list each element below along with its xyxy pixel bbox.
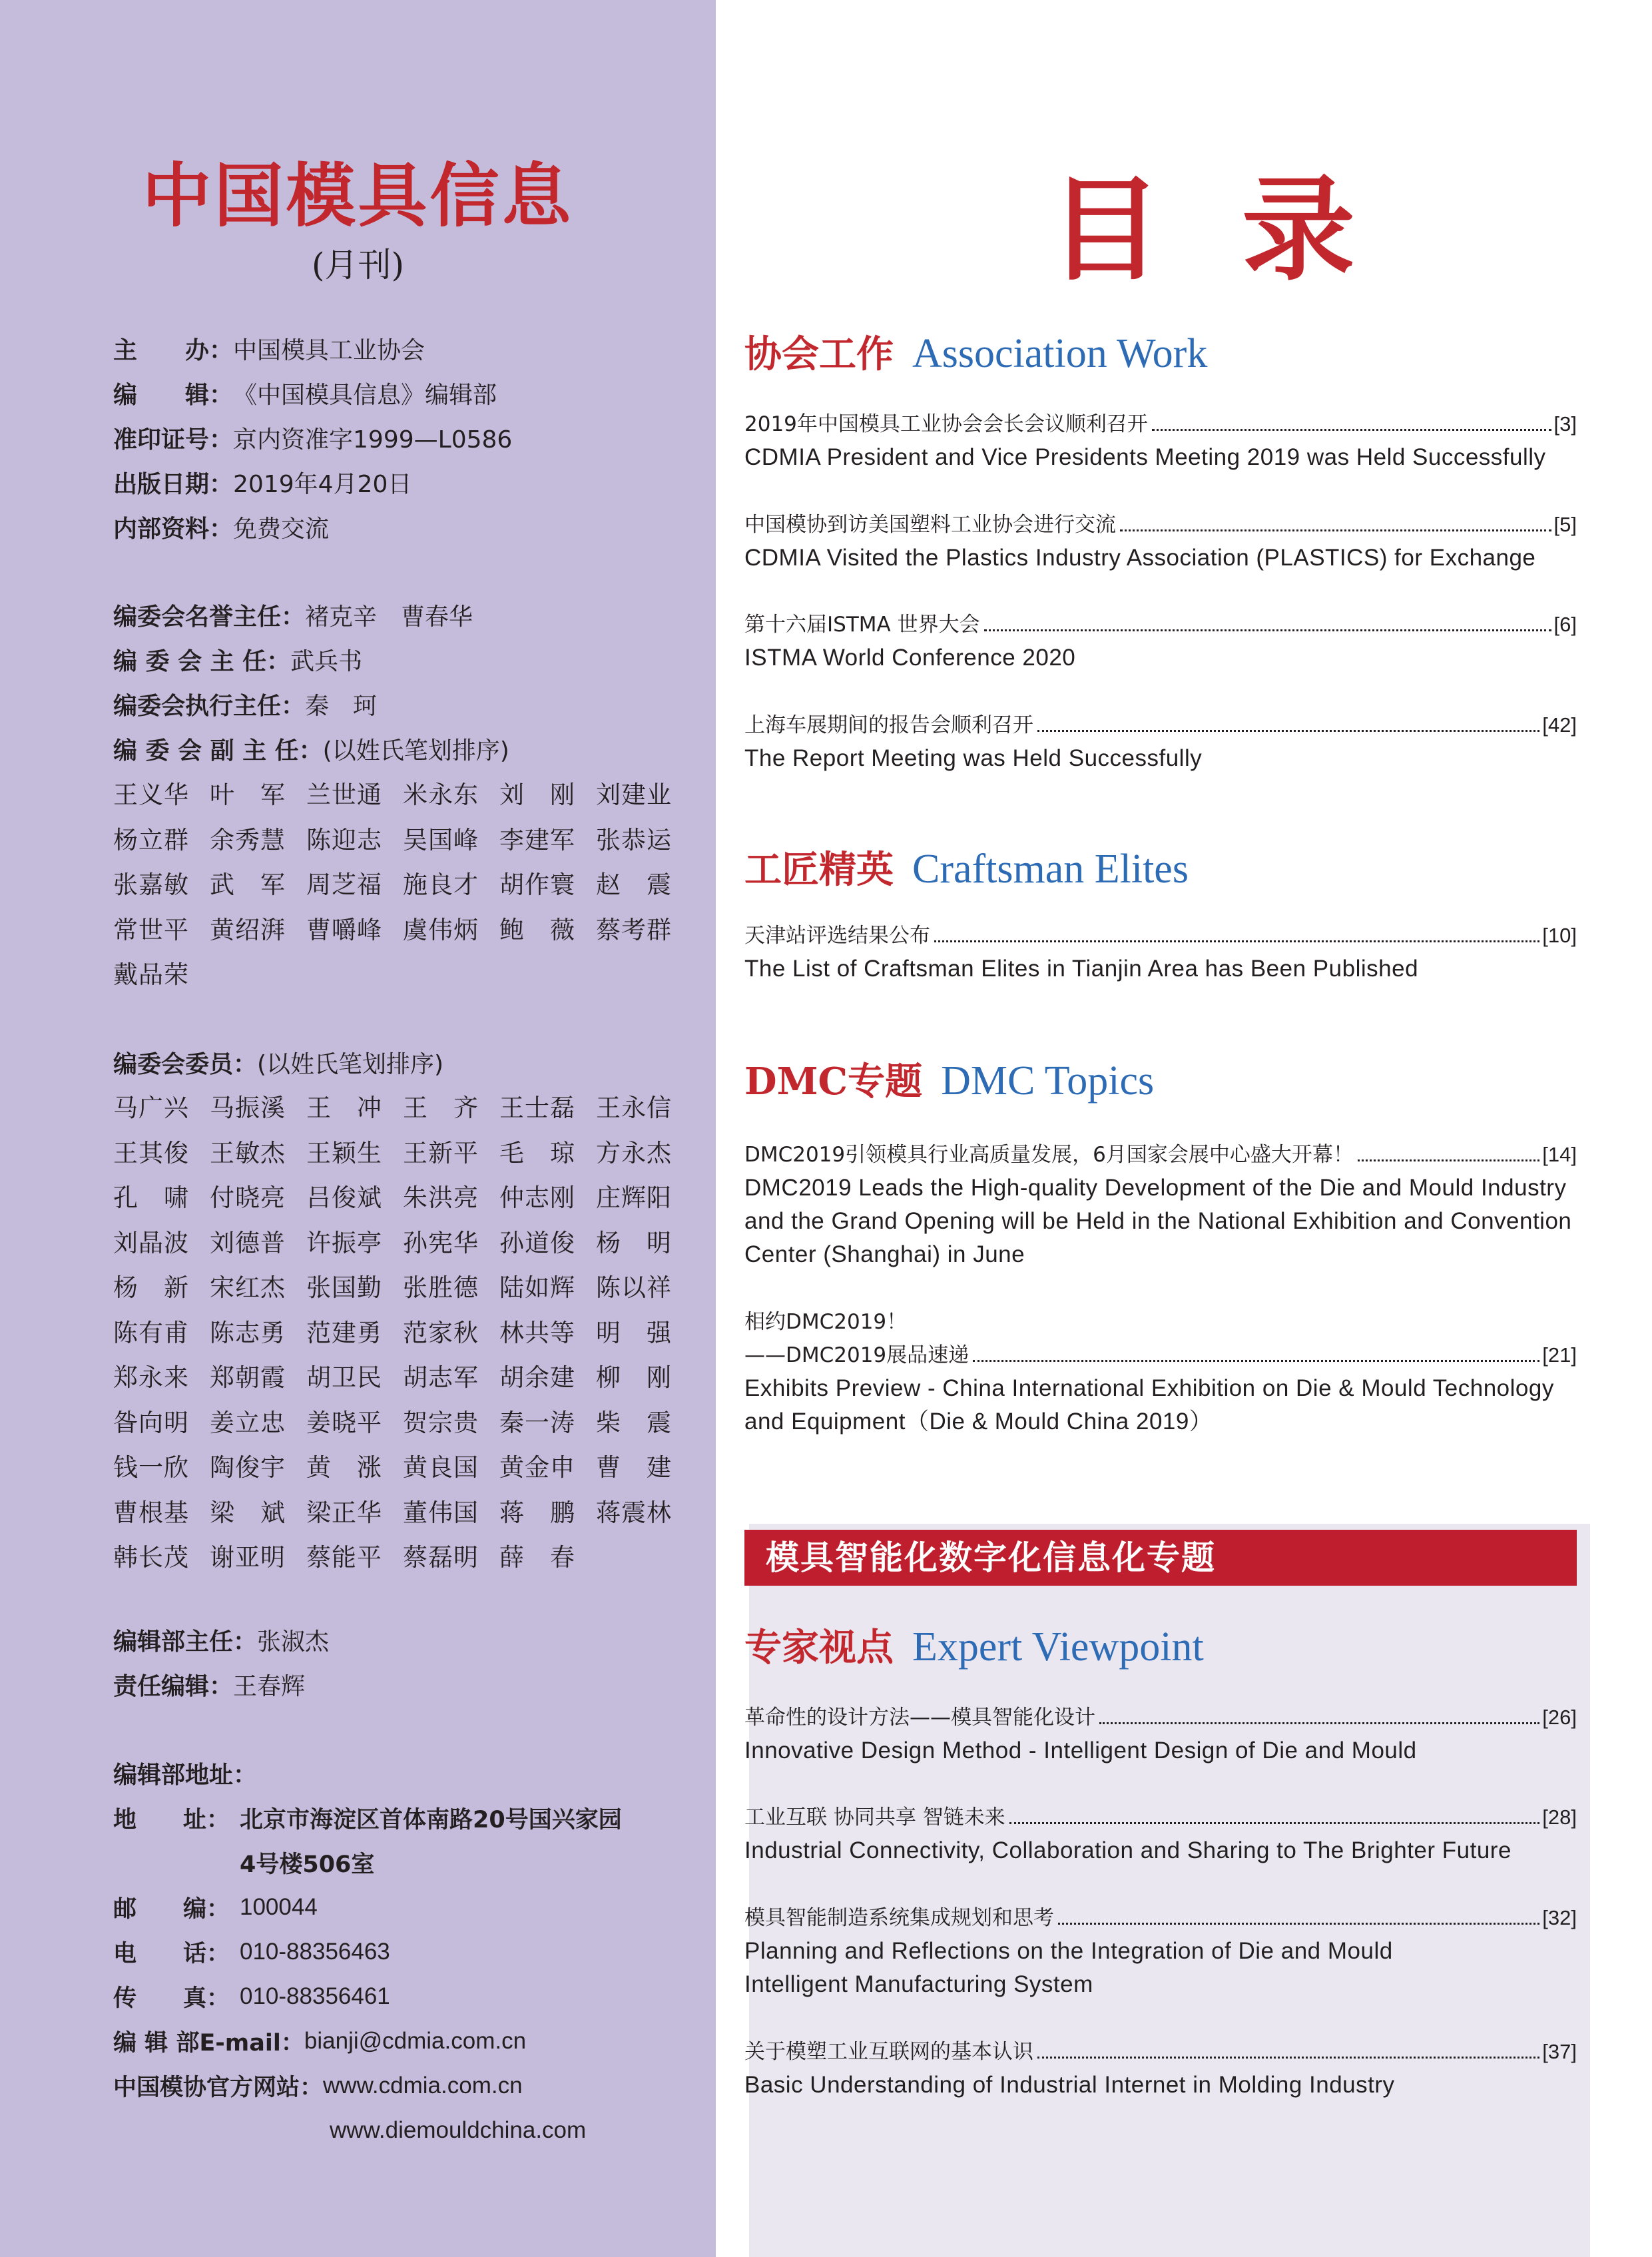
person-name: 王其俊 xyxy=(113,1138,189,1167)
toc-title: 目录 xyxy=(1049,163,1436,296)
person-name: 王颖生 xyxy=(306,1138,382,1167)
website-link[interactable]: www.cdmia.com.cn xyxy=(323,2073,523,2098)
address-line-2: 4号楼506室 xyxy=(240,1851,375,1878)
editorial-value: 王春辉 xyxy=(233,1672,306,1700)
person-name: 周芝福 xyxy=(306,870,382,899)
magazine-subtitle: (月刊) xyxy=(311,246,404,284)
page-number: [6] xyxy=(1553,613,1577,636)
person-name: 孙宪华 xyxy=(403,1228,479,1257)
person-name: 常世平 xyxy=(113,915,189,944)
info-permit xyxy=(113,418,512,458)
person-name: 昝向明 xyxy=(113,1408,189,1437)
person-name: 韩长茂 xyxy=(113,1543,189,1572)
entry-title-cn: 上海车展期间的报告会顺利召开 xyxy=(744,713,1033,737)
person-name: 鲍 薇 xyxy=(499,915,575,944)
person-name: 叶 军 xyxy=(210,781,286,809)
leader-dots xyxy=(1152,429,1551,431)
section-heading-association xyxy=(744,325,1207,385)
person-name: 杨 新 xyxy=(113,1273,189,1302)
entry-title-cn: 模具智能制造系统集成规划和思考 xyxy=(744,1906,1054,1930)
person-name: 曹嚼峰 xyxy=(306,915,382,944)
info-value: 2019年4月20日 xyxy=(233,470,412,498)
toc-entry[interactable] xyxy=(744,608,1577,675)
person-name: 姜立忠 xyxy=(210,1408,286,1437)
person-name: 方永杰 xyxy=(596,1138,672,1167)
toc-entry[interactable] xyxy=(744,1138,1577,1271)
fax-value: 010-88356461 xyxy=(240,1983,390,2009)
person-name: 黄金申 xyxy=(499,1453,575,1482)
page-number: [3] xyxy=(1553,412,1577,436)
leader-dots xyxy=(1099,1722,1539,1724)
person-name: 蒋震林 xyxy=(596,1498,672,1527)
committee-value: 褚克辛 曹春华 xyxy=(305,603,473,631)
page-number: [42] xyxy=(1542,713,1577,737)
members-heading xyxy=(113,1042,443,1082)
person-name: 梁正华 xyxy=(306,1498,382,1527)
info-sponsor xyxy=(113,328,425,368)
person-name: 虞伟炳 xyxy=(403,915,479,944)
person-name: 郑永来 xyxy=(113,1363,189,1392)
person-name: 刘德普 xyxy=(210,1228,286,1257)
person-name: 薛 春 xyxy=(499,1543,575,1572)
committee-director xyxy=(113,639,362,679)
address-heading xyxy=(113,1753,257,1793)
person-name: 陈迎志 xyxy=(306,825,382,854)
info-date xyxy=(113,462,412,502)
person-name: 范家秋 xyxy=(403,1318,479,1347)
section-title-cn: 专家视点 xyxy=(744,1626,894,1670)
info-value: 中国模具工业协会 xyxy=(233,336,425,364)
page-number: [37] xyxy=(1542,2040,1577,2063)
section-title-en: Craftsman Elites xyxy=(912,846,1189,892)
person-name: 蒋 鹏 xyxy=(499,1498,575,1527)
person-name: 林共等 xyxy=(499,1318,575,1347)
entry-title-en: Exhibits Preview - China International Exhibition on Die & Mould Technology and Equipment（Die & Mould China 2019） xyxy=(744,1375,1554,1435)
person-name: 王新平 xyxy=(403,1138,479,1167)
page-number: [14] xyxy=(1542,1143,1577,1166)
toc-entry[interactable] xyxy=(744,2035,1577,2102)
person-name: 马振溪 xyxy=(210,1094,286,1122)
info-label: 主 办： xyxy=(113,336,234,364)
entry-title-en: Planning and Reflections on the Integration of Die and Mould Intelligent Manufacturing System xyxy=(744,1938,1393,1997)
editor-in-charge xyxy=(113,1664,305,1704)
entry-title-cn: 中国模协到访美国塑料工业协会进行交流 xyxy=(744,513,1116,537)
committee-executive xyxy=(113,684,377,724)
entry-title-cn: ——DMC2019展品速递 xyxy=(744,1343,969,1367)
committee-label: 编 委 会 主 任： xyxy=(113,647,291,675)
banner-text: 模具智能化数字化信息化专题 xyxy=(766,1538,1216,1577)
person-name: 贺宗贵 xyxy=(403,1408,479,1437)
toc-entry[interactable] xyxy=(744,408,1577,474)
person-name: 陈志勇 xyxy=(210,1318,286,1347)
person-name: 毛 琼 xyxy=(499,1138,575,1167)
person-name: 曹根基 xyxy=(113,1498,189,1527)
person-name: 钱一欣 xyxy=(113,1453,189,1482)
person-name: 施良才 xyxy=(403,870,479,899)
person-name: 张恭运 xyxy=(596,825,672,854)
person-name: 黄良国 xyxy=(403,1453,479,1482)
person-name: 杨立群 xyxy=(113,825,189,854)
person-name: 范建勇 xyxy=(306,1318,382,1347)
special-topic-banner xyxy=(744,1530,1577,1586)
entry-title-cn: 天津站评选结果公布 xyxy=(744,924,930,948)
editorial-director xyxy=(113,1620,329,1660)
person-name: 张嘉敏 xyxy=(113,870,189,899)
page-number: [28] xyxy=(1542,1805,1577,1829)
toc-entry[interactable] xyxy=(744,1305,1577,1439)
section-title-cn: 工匠精英 xyxy=(744,848,894,892)
person-name: 黄绍湃 xyxy=(210,915,286,944)
person-name: 戴品荣 xyxy=(113,960,189,989)
editorial-value: 张淑杰 xyxy=(257,1628,330,1656)
entry-title-en: CDMIA Visited the Plastics Industry Association (PLASTICS) for Exchange xyxy=(744,545,1536,571)
person-name: 吴国峰 xyxy=(403,825,479,854)
person-name: 张国勤 xyxy=(306,1273,382,1302)
members-label: 编委会委员： xyxy=(113,1050,258,1078)
member-names xyxy=(113,1086,692,1580)
fax-row xyxy=(113,1977,390,2017)
info-value: 京内资准字1999—L0586 xyxy=(233,426,513,454)
entry-title-cn: 第十六届ISTMA 世界大会 xyxy=(744,613,980,637)
person-name: 庄辉阳 xyxy=(596,1183,672,1212)
address-field-label: 地 址： xyxy=(113,1807,230,1833)
page-number: [10] xyxy=(1542,924,1577,947)
entry-title-en: DMC2019 Leads the High-quality Development of the Die and Mould Industry and the Grand Opening will be Held in the National Exhibition and Convention Center (Shanghai) in June xyxy=(744,1175,1572,1267)
person-name: 孔 啸 xyxy=(113,1183,189,1212)
address-label: 编辑部地址： xyxy=(113,1761,258,1789)
person-name: 郑朝霞 xyxy=(210,1363,286,1392)
person-name: 李建军 xyxy=(499,825,575,854)
person-name: 秦一涛 xyxy=(499,1408,575,1437)
section-title-en: Association Work xyxy=(912,331,1208,376)
person-name: 余秀慧 xyxy=(210,825,286,854)
person-name: 胡余建 xyxy=(499,1363,575,1392)
section-heading-dmc xyxy=(744,1052,1154,1112)
info-value: 免费交流 xyxy=(233,515,330,543)
section-heading-expert xyxy=(744,1618,1204,1678)
leader-dots xyxy=(1120,529,1551,531)
section-title-cn: 协会工作 xyxy=(744,332,894,376)
toc-entry[interactable] xyxy=(744,1701,1577,1768)
person-name: 胡志军 xyxy=(403,1363,479,1392)
person-name: 刘晶波 xyxy=(113,1228,189,1257)
person-name: 孙道俊 xyxy=(499,1228,575,1257)
entry-title-en: The List of Craftsman Elites in Tianjin Area has Been Published xyxy=(744,956,1419,982)
page-number: [5] xyxy=(1553,513,1577,536)
leader-dots xyxy=(984,629,1551,631)
person-name: 胡卫民 xyxy=(306,1363,382,1392)
person-name: 刘 刚 xyxy=(499,781,575,809)
person-name: 吕俊斌 xyxy=(306,1183,382,1212)
person-name: 王士磊 xyxy=(499,1094,575,1122)
toc-entry[interactable] xyxy=(744,919,1577,986)
address-line-1: 北京市海淀区首体南路20号国兴家园 xyxy=(240,1807,622,1833)
website-row-2 xyxy=(330,2110,586,2150)
info-label: 内部资料： xyxy=(113,515,234,543)
magazine-title: 中国模具信息 xyxy=(142,155,574,236)
leader-dots xyxy=(934,940,1539,942)
person-name: 朱洪亮 xyxy=(403,1183,479,1212)
person-name: 蔡能平 xyxy=(306,1543,382,1572)
person-name: 曹 建 xyxy=(596,1453,672,1482)
entry-title-cn: 2019年中国模具工业协会会长会议顺利召开 xyxy=(744,412,1148,436)
editorial-label: 责任编辑： xyxy=(113,1672,234,1700)
toc-entry[interactable] xyxy=(744,709,1577,775)
info-editor xyxy=(113,373,497,413)
person-name: 陈以祥 xyxy=(596,1273,672,1302)
entry-title-en: The Report Meeting was Held Successfully xyxy=(744,745,1203,771)
person-name: 仲志刚 xyxy=(499,1183,575,1212)
address-row-2 xyxy=(113,1843,374,1883)
leader-dots xyxy=(1037,2057,1539,2059)
leader-dots xyxy=(1058,1923,1539,1925)
person-name: 马广兴 xyxy=(113,1094,189,1122)
person-name: 董伟国 xyxy=(403,1498,479,1527)
leader-dots xyxy=(973,1360,1539,1362)
entry-title-cn: 革命性的设计方法——模具智能化设计 xyxy=(744,1706,1095,1730)
info-internal xyxy=(113,507,329,547)
committee-value: 秦 珂 xyxy=(305,692,378,720)
person-name: 明 强 xyxy=(596,1318,672,1347)
leader-dots xyxy=(1358,1159,1539,1161)
fax-label: 传 真： xyxy=(113,1985,230,2012)
person-name: 柳 刚 xyxy=(596,1363,672,1392)
zip-value: 100044 xyxy=(240,1894,318,1920)
person-name: 宋红杰 xyxy=(210,1273,286,1302)
committee-honorary xyxy=(113,595,473,635)
person-name: 蔡考群 xyxy=(596,915,672,944)
person-name: 谢亚明 xyxy=(210,1543,286,1572)
person-name: 陶俊宇 xyxy=(210,1453,286,1482)
toc-entry[interactable] xyxy=(744,1901,1577,2001)
entry-title-cn: 工业互联 协同共享 智链未来 xyxy=(744,1805,1005,1829)
info-label: 编 辑： xyxy=(113,381,234,409)
website-link-2[interactable]: www.diemouldchina.com xyxy=(330,2117,587,2143)
members-note: (以姓氏笔划排序) xyxy=(257,1050,444,1078)
zip-row xyxy=(113,1887,318,1927)
email-row xyxy=(113,2021,526,2061)
person-name: 王 冲 xyxy=(306,1094,382,1122)
committee-value: 武兵书 xyxy=(290,647,363,675)
section-title-en: Expert Viewpoint xyxy=(912,1624,1204,1670)
page-number: [32] xyxy=(1542,1906,1577,1929)
section-title-en: DMC Topics xyxy=(941,1058,1155,1104)
leader-dots xyxy=(1037,730,1539,732)
website-row xyxy=(113,2066,523,2106)
committee-label: 编 委 会 副 主 任： xyxy=(113,737,323,765)
section-title-cn: DMC专题 xyxy=(744,1060,923,1104)
entry-title-cn-pre: 相约DMC2019！ xyxy=(744,1310,908,1334)
tel-value: 010-88356463 xyxy=(240,1939,390,1965)
tel-row xyxy=(113,1932,390,1972)
person-name: 胡作寰 xyxy=(499,870,575,899)
person-name: 赵 震 xyxy=(596,870,672,899)
person-name: 王义华 xyxy=(113,781,189,809)
info-label: 准印证号： xyxy=(113,426,234,454)
committee-label: 编委会名誉主任： xyxy=(113,603,306,631)
tel-label: 电 话： xyxy=(113,1941,230,1967)
person-name: 王永信 xyxy=(596,1094,672,1122)
committee-vice xyxy=(113,729,509,769)
email-label: 编 辑 部E-mail： xyxy=(113,2030,304,2057)
person-name: 陈有甫 xyxy=(113,1318,189,1347)
editorial-label: 编辑部主任： xyxy=(113,1628,258,1656)
address-row xyxy=(113,1798,622,1838)
person-name: 张胜德 xyxy=(403,1273,479,1302)
person-name: 陆如辉 xyxy=(499,1273,575,1302)
entry-title-en: CDMIA President and Vice Presidents Meeting 2019 was Held Successfully xyxy=(744,444,1546,470)
entry-title-en: Basic Understanding of Industrial Internet in Molding Industry xyxy=(744,2072,1395,2098)
page-number: [21] xyxy=(1542,1343,1577,1367)
person-name: 柴 震 xyxy=(596,1408,672,1437)
committee-label: 编委会执行主任： xyxy=(113,692,306,720)
info-value: 《中国模具信息》编辑部 xyxy=(233,381,497,409)
person-name: 付晓亮 xyxy=(210,1183,286,1212)
entry-title-en: Innovative Design Method - Intelligent Design of Die and Mould xyxy=(744,1738,1417,1764)
person-name: 刘建业 xyxy=(596,781,672,809)
person-name: 梁 斌 xyxy=(210,1498,286,1527)
email-value[interactable]: bianji@cdmia.com.cn xyxy=(304,2028,527,2054)
section-heading-craftsman xyxy=(744,840,1189,900)
person-name: 许振亭 xyxy=(306,1228,382,1257)
person-name: 兰世通 xyxy=(306,781,382,809)
committee-value: (以姓氏笔划排序) xyxy=(322,737,509,765)
person-name: 米永东 xyxy=(403,781,479,809)
entry-title-cn: DMC2019引领模具行业高质量发展，6月国家会展中心盛大开幕！ xyxy=(744,1143,1354,1167)
website-label: 中国模协官方网站： xyxy=(113,2075,324,2101)
leader-dots xyxy=(1009,1822,1540,1824)
entry-title-cn: 关于模塑工业互联网的基本认识 xyxy=(744,2040,1033,2064)
page-number: [26] xyxy=(1542,1706,1577,1729)
entry-title-en: ISTMA World Conference 2020 xyxy=(744,645,1076,671)
person-name: 杨 明 xyxy=(596,1228,672,1257)
person-name: 姜晓平 xyxy=(306,1408,382,1437)
person-name: 武 军 xyxy=(210,870,286,899)
toc-entry[interactable] xyxy=(744,1801,1577,1867)
zip-label: 邮 编： xyxy=(113,1896,230,1923)
entry-title-en: Industrial Connectivity, Collaboration and Sharing to The Brighter Future xyxy=(744,1837,1512,1863)
person-name: 黄 涨 xyxy=(306,1453,382,1482)
person-name: 王敏杰 xyxy=(210,1138,286,1167)
vice-director-names xyxy=(113,773,692,998)
person-name: 蔡磊明 xyxy=(403,1543,479,1572)
info-label: 出版日期： xyxy=(113,470,234,498)
person-name: 王 齐 xyxy=(403,1094,479,1122)
toc-entry[interactable] xyxy=(744,508,1577,575)
